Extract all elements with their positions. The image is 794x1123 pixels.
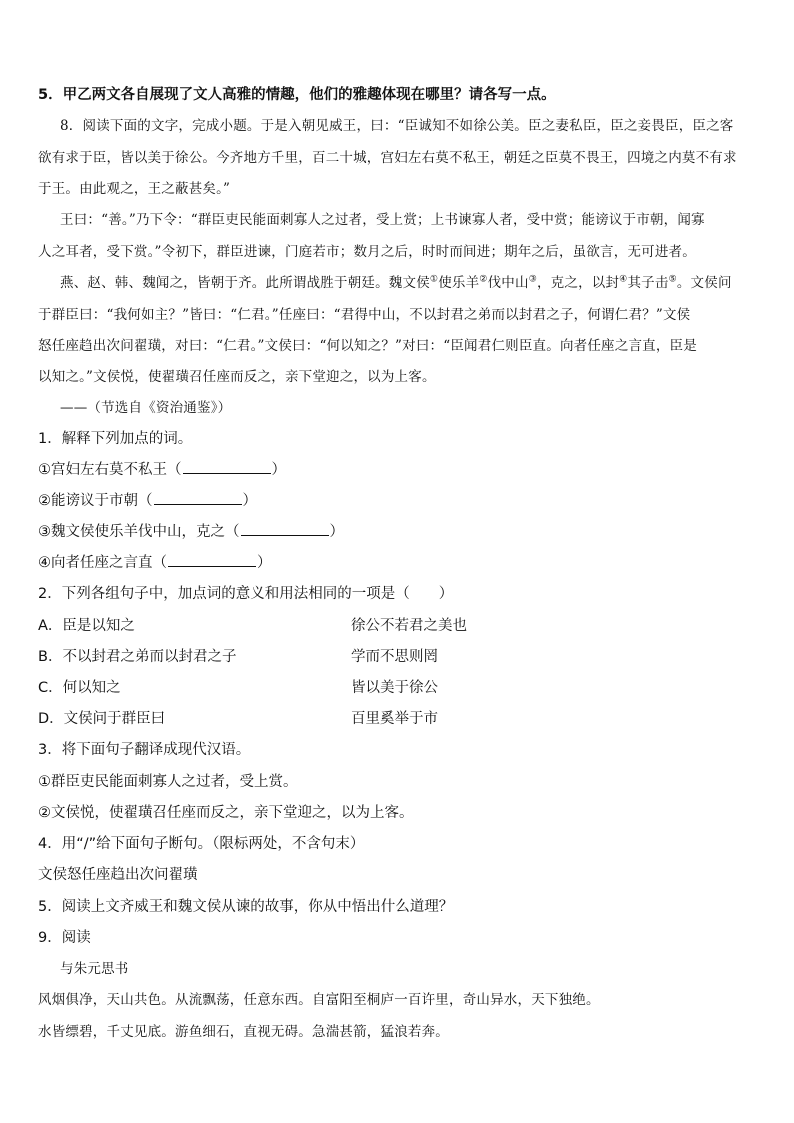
passage-para3-line3: 怒任座趋出次问翟璜，对曰：“仁君。”文侯曰：“何以知之？”对曰：“臣闻君仁则臣直。向者任座之言直，臣是 <box>38 338 697 354</box>
passage-source: ——（节选自《资治通鉴》） <box>60 400 232 416</box>
question-9-passage-line2: 水皆缥碧，千丈见底。游鱼细石，直视无碍。急湍甚箭，猛浪若奔。 <box>38 1024 449 1040</box>
question-3-item-2: ②文侯悦，使翟璜召任座而反之，亲下堂迎之，以为上客。 <box>38 805 414 821</box>
passage-para3-line2: 于群臣曰：“我何如主？”皆曰：“仁君。”任座曰：“君得中山，不以封君之弟而以封君之子，何谓仁君？”文侯 <box>38 307 691 323</box>
question-2-option-d: D．文侯问于群臣曰 百里奚举于市 <box>38 711 438 727</box>
question-2-option-b: B．不以封君之弟而以封君之子 学而不思则罔 <box>38 649 438 665</box>
question-1-item-4: ④向者任座之言直（ ） <box>38 555 272 571</box>
question-9: 9．阅读 <box>38 930 91 946</box>
question-1-item-2: ②能谤议于市朝（ ） <box>38 493 257 509</box>
question-9-passage-title: 与朱元思书 <box>60 961 129 977</box>
passage-para1-line3: 于王。由此观之，王之蔽甚矣。” <box>38 181 231 197</box>
question-1: 1．解释下列加点的词。 <box>38 431 193 447</box>
question-2-option-a: A．臣是以知之 徐公不若君之美也 <box>38 618 467 634</box>
passage-para3-line1: 燕、赵、韩、魏闻之，皆朝于齐。此所谓战胜于朝廷。魏文侯①使乐羊②伐中山③，克之，以封④其子击⑤。文侯问 <box>60 274 732 291</box>
question-9-passage-line1: 风烟俱净，天山共色。从流飘荡，任意东西。自富阳至桐庐一百许里，奇山异水，天下独绝。 <box>38 992 600 1008</box>
passage-para1-line1: 8．阅读下面的文字，完成小题。于是入朝见威王，曰：“臣诚知不如徐公美。臣之妻私臣，臣之妾畏臣，臣之客 <box>60 118 734 134</box>
question-3-item-1: ①群臣吏民能面刺寡人之过者，受上赏。 <box>38 774 298 790</box>
passage-para1-line2: 欲有求于臣，皆以美于徐公。今齐地方千里，百二十城，宫妇左右莫不私王，朝廷之臣莫不畏王，四境之内莫不有求 <box>38 150 737 166</box>
passage-para2-line1: 王曰：“善。”乃下令：“群臣吏民能面刺寡人之过者，受上赏；上书谏寡人者，受中赏；能谤议于市朝，闻寡 <box>60 212 705 228</box>
question-5-prev: 5．甲乙两文各自展现了文人高雅的情趣，他们的雅趣体现在哪里？请各写一点。 <box>38 87 556 103</box>
question-4: 4．用“/”给下面句子断句。（限标两处，不含句末） <box>38 836 365 852</box>
question-1-item-1: ①宫妇左右莫不私王（ ） <box>38 462 286 478</box>
question-3: 3．将下面句子翻译成现代汉语。 <box>38 742 251 758</box>
question-2: 2．下列各组句子中，加点词的意义和用法相同的一项是（ ） <box>38 586 454 602</box>
question-4-sentence: 文侯怒任座趋出次问翟璜 <box>38 867 198 883</box>
question-1-item-3: ③魏文侯使乐羊伐中山，克之（ ） <box>38 524 344 540</box>
passage-para3-line4: 以知之。”文侯悦，使翟璜召任座而反之，亲下堂迎之，以为上客。 <box>38 369 436 385</box>
question-2-option-c: C．何以知之 皆以美于徐公 <box>38 680 438 696</box>
passage-para2-line2: 人之耳者，受下赏。”令初下，群臣进谏，门庭若市；数月之后，时时而间进；期年之后，虽欲言，无可进者。 <box>38 244 696 260</box>
question-5: 5．阅读上文齐威王和魏文侯从谏的故事，你从中悟出什么道理？ <box>38 899 454 915</box>
